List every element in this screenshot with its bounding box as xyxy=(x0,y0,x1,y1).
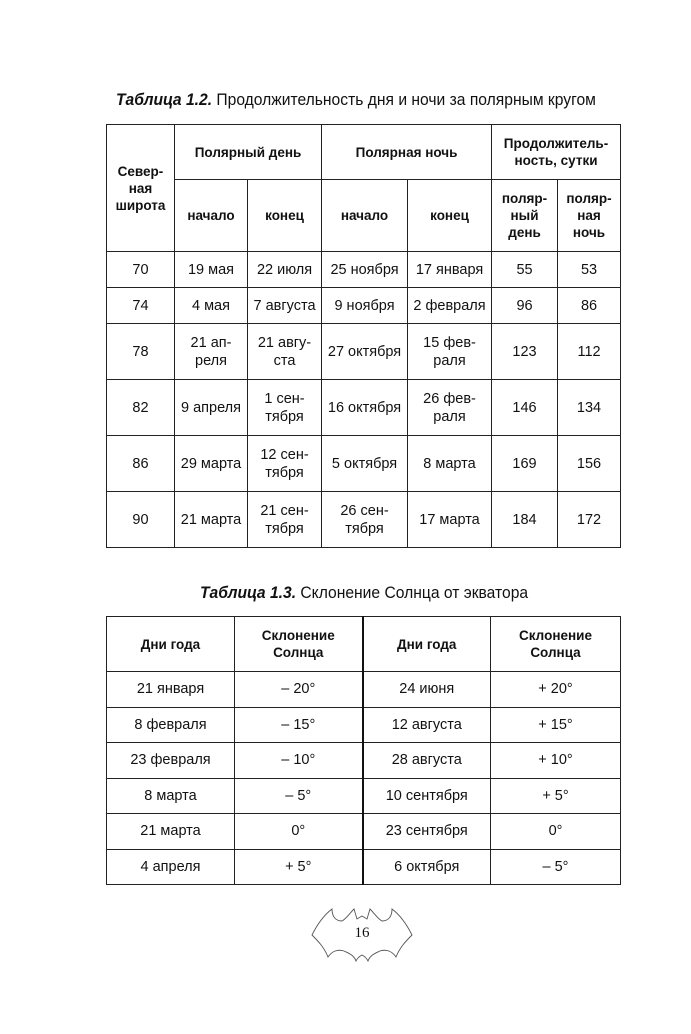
cell-night-start: 9 ноября xyxy=(322,288,408,324)
header-day-start: начало xyxy=(175,180,248,252)
cell-night-start xyxy=(322,492,408,548)
cell-day-end xyxy=(248,380,322,436)
cell-day-end-text: 12 сен-тября xyxy=(260,446,309,481)
header-polar-night: Полярная ночь xyxy=(322,125,492,180)
cell-night-end: 17 марта xyxy=(408,492,492,548)
cell-dur-day: 123 xyxy=(492,324,558,380)
cell-night-start: 5 октября xyxy=(322,436,408,492)
polar-day-night-table xyxy=(106,124,621,548)
header-polar-day: Полярный день xyxy=(175,125,322,180)
cell-decl-2: – 5° xyxy=(491,849,621,885)
table-row xyxy=(107,324,621,380)
table-row xyxy=(107,672,621,708)
cell-day-start: 21 марта xyxy=(175,492,248,548)
header-dur-night xyxy=(558,180,621,252)
page-number: 16 xyxy=(354,925,370,941)
cell-decl-2: + 10° xyxy=(491,743,621,779)
cell-day-2: 24 июня xyxy=(363,672,491,708)
cell-day-end xyxy=(248,492,322,548)
cell-day-end: 22 июля xyxy=(248,252,322,288)
table-row xyxy=(107,492,621,548)
cell-day-1: 23 февраля xyxy=(107,743,235,779)
table-row xyxy=(107,849,621,885)
header-latitude-text: Север-ная широта xyxy=(115,163,166,213)
cell-night-start: 25 ноября xyxy=(322,252,408,288)
header-dur-day xyxy=(492,180,558,252)
table-1-2-label: Таблица 1.2. xyxy=(116,90,213,109)
table-row xyxy=(107,380,621,436)
cell-day-1: 8 февраля xyxy=(107,707,235,743)
cell-night-start-text: 26 сен-тября xyxy=(340,502,389,537)
cell-latitude: 78 xyxy=(107,324,175,380)
header-declination-2 xyxy=(491,617,621,672)
cell-day-1: 8 марта xyxy=(107,778,235,814)
cell-day-2: 23 сентября xyxy=(363,814,491,850)
table-row xyxy=(107,814,621,850)
cell-day-1: 21 января xyxy=(107,672,235,708)
cell-decl-1: – 15° xyxy=(235,707,363,743)
table-row xyxy=(107,288,621,324)
cell-decl-1: – 20° xyxy=(235,672,363,708)
header-day-end: конец xyxy=(248,180,322,252)
header-dur-day-text: поляр-ный день xyxy=(501,191,548,240)
cell-latitude: 70 xyxy=(107,252,175,288)
cell-latitude: 82 xyxy=(107,380,175,436)
cell-dur-day: 146 xyxy=(492,380,558,436)
cell-night-end-text: 15 фев-раля xyxy=(423,334,476,369)
cell-day-end xyxy=(248,436,322,492)
cell-day-start: 29 марта xyxy=(175,436,248,492)
cell-latitude: 90 xyxy=(107,492,175,548)
table-1-2-caption xyxy=(116,90,596,110)
table-row xyxy=(107,436,621,492)
cell-day-end-text: 1 сен-тября xyxy=(264,390,305,425)
cell-decl-1: – 5° xyxy=(235,778,363,814)
cell-dur-night: 172 xyxy=(558,492,621,548)
header-declination-1 xyxy=(235,617,363,672)
cell-dur-day: 169 xyxy=(492,436,558,492)
sun-declination-table xyxy=(106,616,621,885)
cell-decl-1: – 10° xyxy=(235,743,363,779)
cell-dur-day: 96 xyxy=(492,288,558,324)
cell-day-start: 4 мая xyxy=(175,288,248,324)
table-1-2-title: Продолжительность дня и ночи за полярным кругом xyxy=(212,90,596,109)
header-days-2: Дни года xyxy=(363,617,491,672)
table-row xyxy=(107,707,621,743)
cell-night-start: 16 октября xyxy=(322,380,408,436)
cell-night-end xyxy=(408,324,492,380)
cell-night-end xyxy=(408,380,492,436)
cell-latitude: 74 xyxy=(107,288,175,324)
cell-night-end: 8 марта xyxy=(408,436,492,492)
table-row xyxy=(107,743,621,779)
header-duration-text: Продолжитель-ность, сутки xyxy=(503,136,609,168)
cell-day-start: 19 мая xyxy=(175,252,248,288)
page-number-ornament xyxy=(310,905,414,963)
cell-dur-day: 55 xyxy=(492,252,558,288)
header-declination-2-text: Склонение Солнца xyxy=(519,628,592,660)
cell-day-2: 12 августа xyxy=(363,707,491,743)
cell-dur-night: 86 xyxy=(558,288,621,324)
cell-decl-2: + 5° xyxy=(491,778,621,814)
cell-decl-2: + 20° xyxy=(491,672,621,708)
cell-day-start xyxy=(175,324,248,380)
cell-day-end-text: 21 авгу-ста xyxy=(257,334,312,369)
cell-decl-2: + 15° xyxy=(491,707,621,743)
cell-day-start: 9 апреля xyxy=(175,380,248,436)
table-1-3-caption xyxy=(200,583,528,603)
cell-decl-1: 0° xyxy=(235,814,363,850)
cell-dur-night: 53 xyxy=(558,252,621,288)
header-night-start: начало xyxy=(322,180,408,252)
cell-day-end xyxy=(248,324,322,380)
cell-night-end: 2 февраля xyxy=(408,288,492,324)
cell-night-end: 17 января xyxy=(408,252,492,288)
cell-dur-night: 134 xyxy=(558,380,621,436)
cell-day-1: 4 апреля xyxy=(107,849,235,885)
header-days-1: Дни года xyxy=(107,617,235,672)
cell-night-start: 27 октября xyxy=(322,324,408,380)
cell-dur-day: 184 xyxy=(492,492,558,548)
header-night-end: конец xyxy=(408,180,492,252)
cell-day-2: 10 сентября xyxy=(363,778,491,814)
cell-night-end-text: 26 фев-раля xyxy=(423,390,476,425)
cell-day-2: 6 октября xyxy=(363,849,491,885)
cell-day-end: 7 августа xyxy=(248,288,322,324)
cell-day-1: 21 марта xyxy=(107,814,235,850)
cell-latitude: 86 xyxy=(107,436,175,492)
cell-decl-1: + 5° xyxy=(235,849,363,885)
header-declination-1-text: Склонение Солнца xyxy=(261,628,335,660)
cell-day-end-text: 21 сен-тября xyxy=(260,502,309,537)
table-row xyxy=(107,252,621,288)
table-1-3-title: Склонение Солнца от экватора xyxy=(296,583,529,602)
cell-dur-night: 156 xyxy=(558,436,621,492)
cell-decl-2: 0° xyxy=(491,814,621,850)
table-row xyxy=(107,778,621,814)
header-latitude xyxy=(107,125,175,252)
cell-dur-night: 112 xyxy=(558,324,621,380)
cell-day-2: 28 августа xyxy=(363,743,491,779)
cell-day-start-text: 21 ап-реля xyxy=(190,334,232,369)
header-duration xyxy=(492,125,621,180)
header-dur-night-text: поляр-ная ночь xyxy=(566,191,612,240)
table-1-3-label: Таблица 1.3. xyxy=(200,583,297,602)
